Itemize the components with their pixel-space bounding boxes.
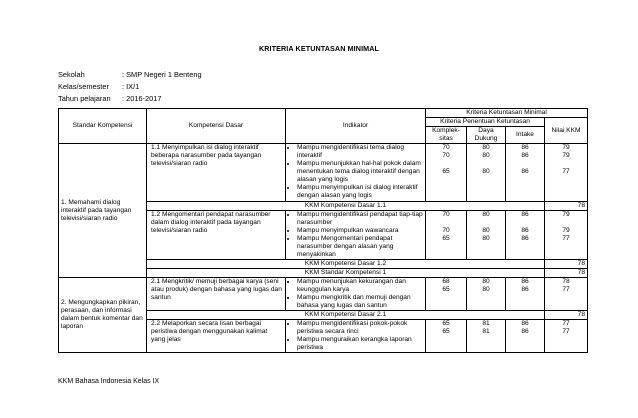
- meta-value: : IX/1: [122, 82, 140, 91]
- school-info: [58, 70, 202, 106]
- value: 80: [482, 144, 490, 151]
- meta-label: Sekolah: [58, 70, 85, 79]
- kompleksitas-1-1: [426, 144, 467, 202]
- value: 86: [521, 286, 529, 293]
- kkm-kd-1-1-label: KKM Kompetensi Dasar 1.1: [147, 202, 545, 211]
- value: 79: [562, 144, 570, 151]
- indikator-2-1: [286, 278, 426, 311]
- header-sk: Standar Kompetensi: [59, 109, 147, 144]
- indikator-2-2: [286, 320, 426, 353]
- value: 86: [521, 144, 529, 151]
- header-kd: Kompetensi Dasar: [147, 109, 286, 144]
- indikator-item: • Mampu mengkritik dan memuji dengan bahasa yang lugas dan santun: [297, 294, 423, 310]
- indikator-1-1: [286, 144, 426, 202]
- nilai-1-2: [545, 211, 588, 260]
- value: 77: [562, 320, 570, 327]
- value: 65: [442, 168, 450, 175]
- value: 65: [442, 286, 450, 293]
- kd-1-2: 1.2 Mengomentari pendapat narasumber dalam dialog interaktif pada tayangan televisi/siaran radio: [147, 211, 286, 260]
- value: 77: [562, 168, 570, 175]
- value: 77: [562, 235, 570, 242]
- header-kkm-group: Kriteria Ketuntasan Minimal: [426, 109, 588, 118]
- sk-2: [59, 278, 147, 353]
- page-footer: KKM Bahasa Indonesia Kelas IX: [58, 378, 160, 385]
- kompleksitas-2-2: [426, 320, 467, 353]
- header-kompleksitas: Komplek-sitas: [426, 127, 467, 144]
- kkm-sk-1-label: KKM Standar Kompetensi 1: [147, 269, 545, 278]
- value: 81: [482, 320, 490, 327]
- kompleksitas-2-1: [426, 278, 467, 311]
- header-daya: Daya Dukung: [467, 127, 506, 144]
- value: 86: [521, 235, 529, 242]
- indikator-item: • Mampu menyimpulkan isi dialog interaktif dengan alasan yang logis: [297, 184, 423, 200]
- kd-2-2: 2.2 Melaporkan secara lisan berbagai peristiwa dengan menggunakan kalimat yang jelas: [147, 320, 286, 353]
- value: 86: [521, 278, 529, 285]
- indikator-item: • Mampu menunjukan kekurangan dan keunggulan karya: [297, 278, 423, 294]
- value: 70: [442, 152, 450, 159]
- indikator-1-2: [286, 211, 426, 260]
- indikator-item: • Mampu menguraikan kerangka laporan peristiwa: [297, 336, 423, 352]
- value: 77: [562, 286, 570, 293]
- value: 81: [482, 328, 490, 335]
- header-nilai: Nilai KKM: [545, 118, 588, 144]
- intake-1-1: [506, 144, 545, 202]
- value: 68: [442, 278, 450, 285]
- header-indikator: Indikator: [286, 109, 426, 144]
- daya-1-2: [467, 211, 506, 260]
- value: 80: [482, 168, 490, 175]
- intake-1-2: [506, 211, 545, 260]
- meta-label: Tahun pelajaran: [58, 94, 111, 103]
- value: 86: [521, 328, 529, 335]
- value: 79: [562, 227, 570, 234]
- indikator-item: • Mampu mengidentifikasi pokok-pokok peristiwa secara rinci: [297, 320, 423, 336]
- indikator-item: • Mampu menunjukkan hal-hal pokok dalam menentukan tema dialog interaktif dengan alasan yang logis: [297, 160, 423, 184]
- kompleksitas-1-2: [426, 211, 467, 260]
- daya-2-2: [467, 320, 506, 353]
- value: 70: [442, 144, 450, 151]
- meta-label: Kelas/semester: [58, 82, 109, 91]
- meta-value: : SMP Negeri 1 Benteng: [122, 70, 202, 79]
- value: 86: [521, 320, 529, 327]
- value: 70: [442, 227, 450, 234]
- intake-2-1: [506, 278, 545, 311]
- meta-value: : 2016-2017: [122, 94, 162, 103]
- kkm-kd-2-1-value: 78: [545, 311, 588, 320]
- header-kriteria-group: Kriteria Penentuan Ketuntasan: [426, 118, 545, 127]
- daya-2-1: [467, 278, 506, 311]
- value: 79: [562, 152, 570, 159]
- value: 65: [442, 320, 450, 327]
- value: 78: [562, 278, 570, 285]
- indikator-item: • Mampu mengidentifikasi pendapat tiap-tiap narasumber: [297, 211, 423, 227]
- nilai-1-1: [545, 144, 588, 202]
- nilai-2-2: [545, 320, 588, 353]
- value: 86: [521, 227, 529, 234]
- value: 79: [562, 211, 570, 218]
- kkm-kd-2-1-label: KKM Kompetensi Dasar 2.1: [147, 311, 545, 320]
- kkm-kd-1-2-value: 78: [545, 260, 588, 269]
- value: 70: [442, 211, 450, 218]
- kkm-table: [58, 108, 588, 353]
- kkm-kd-1-1-value: 78: [545, 202, 588, 211]
- header-intake: Intake: [506, 127, 545, 144]
- daya-1-1: [467, 144, 506, 202]
- value: 65: [442, 235, 450, 242]
- intake-2-2: [506, 320, 545, 353]
- kd-1-1: 1.1 Menyimpulkan isi dialog interaktif beberapa narasumber pada tayangan televisi/siaran radio: [147, 144, 286, 202]
- value: 86: [521, 152, 529, 159]
- kd-2-1: 2.1 Mengkritik/ memuji berbagai karya (seni atau produk) dengan bahasa yang lugas dan santun: [147, 278, 286, 311]
- sk-2-label: 2. Mengungkapkan pikiran, perasaan, dan informasi dalam bentuk komentar dan laporan: [61, 299, 143, 330]
- value: 65: [442, 328, 450, 335]
- value: 77: [562, 328, 570, 335]
- nilai-2-1: [545, 278, 588, 311]
- meta-row-year: [58, 94, 202, 106]
- kkm-kd-1-2-label: KKM Kompetensi Dasar 1.2: [147, 260, 545, 269]
- value: 80: [482, 278, 490, 285]
- value: 86: [521, 211, 529, 218]
- value: 80: [482, 152, 490, 159]
- value: 80: [482, 286, 490, 293]
- document-title: KRITERIA KETUNTASAN MINIMAL: [258, 44, 380, 53]
- sk-1: [59, 144, 147, 278]
- indikator-item: • Mampu mengidentifikasi tema dialog interaktif: [297, 144, 423, 160]
- meta-row-class: [58, 82, 202, 94]
- value: 86: [521, 168, 529, 175]
- indikator-item: • Mampu Mengomentari pendapat narasumber dengan alasan yang menyakinkan: [297, 235, 423, 259]
- indikator-item: • Mampu menyimpulkan wawancara: [297, 227, 423, 235]
- value: 80: [482, 235, 490, 242]
- value: 80: [482, 211, 490, 218]
- value: 80: [482, 227, 490, 234]
- kkm-sk-1-value: 78: [545, 269, 588, 278]
- sk-1-label: 1. Memahami dialog interaktif pada tayangan televisi/siaran radio: [61, 198, 132, 222]
- meta-row-school: [58, 70, 202, 82]
